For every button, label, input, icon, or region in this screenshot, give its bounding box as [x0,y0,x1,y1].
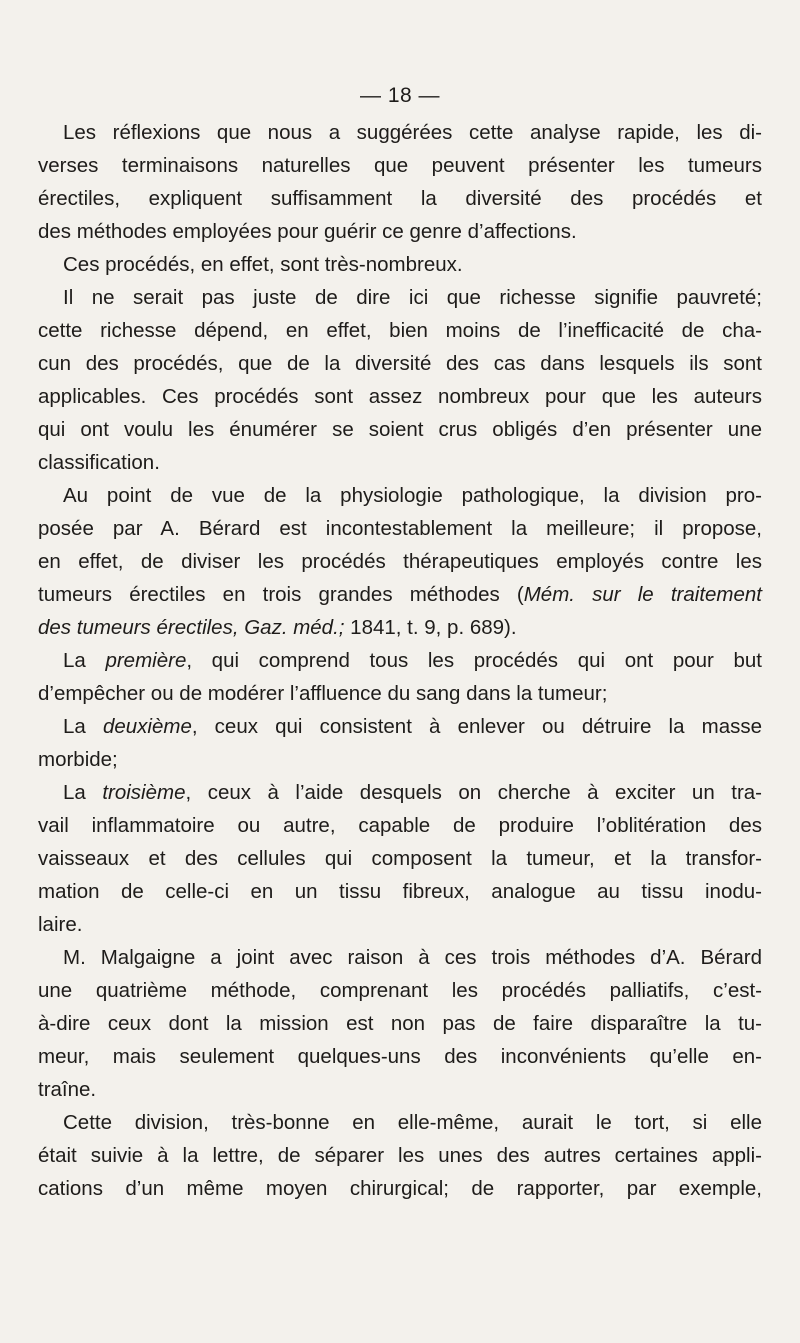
text-segment: cette richesse dépend, en effet, bien moins de l’inefficacité de cha- [38,319,762,342]
text-line [38,941,762,974]
text-line [38,479,762,512]
text-line [38,1040,762,1073]
text-segment: Cette division, très-bonne en elle-même, aurait le tort, si elle [63,1111,762,1134]
text-line [38,611,762,644]
text-line [38,1172,762,1205]
text-line [38,446,762,479]
italic-segment: des tumeurs érectiles, Gaz. méd.; [38,616,345,639]
text-line [38,842,762,875]
text-line [38,776,762,809]
text-segment: applicables. Ces procédés sont assez nombreux pour que les auteurs [38,385,762,408]
text-segment: classification. [38,451,160,474]
text-line [38,809,762,842]
text-segment: Au point de vue de la physiologie pathologique, la division pro- [63,484,762,507]
italic-segment: troisième [102,781,186,804]
text-line [38,545,762,578]
text-segment: La [63,781,103,804]
text-segment: Les réflexions que nous a suggérées cette analyse rapide, les di- [63,121,762,144]
text-segment: traîne. [38,1078,97,1101]
text-line [38,314,762,347]
text-segment: vail inflammatoire ou autre, capable de produire l’oblitération des [38,814,762,837]
text-segment: mation de celle-ci en un tissu fibreux, analogue au tissu inodu- [38,880,762,903]
italic-segment: deuxième [102,715,192,738]
text-segment: morbide; [38,748,118,771]
text-line [38,116,762,149]
text-segment: d’empêcher ou de modérer l’affluence du sang dans la tumeur; [38,682,608,705]
text-line [38,875,762,908]
text-line [38,380,762,413]
text-line [38,1106,762,1139]
text-segment: cun des procédés, que de la diversité des cas dans lesquels ils sont [38,352,762,375]
text-segment: M. Malgaigne a joint avec raison à ces trois méthodes d’A. Bérard [63,946,762,969]
text-line [38,1073,762,1106]
text-segment: La [63,715,103,738]
text-segment: était suivie à la lettre, de séparer les unes des autres certaines appli- [38,1144,762,1167]
text-segment: cations d’un même moyen chirurgical; de rapporter, par exemple, [38,1177,762,1200]
text-segment: verses terminaisons naturelles que peuvent présenter les tumeurs [38,154,762,177]
text-segment: posée par A. Bérard est incontestablement la meilleure; il propose, [38,517,762,540]
text-line [38,677,762,710]
text-line [38,908,762,941]
text-line [38,710,762,743]
text-line [38,743,762,776]
text-line [38,512,762,545]
text-segment: Ces procédés, en effet, sont très-nombreux. [63,253,463,276]
text-segment: Il ne serait pas juste de dire ici que richesse signifie pauvreté; [63,286,762,309]
text-segment: laire. [38,913,83,936]
text-line [38,644,762,677]
text-line [38,215,762,248]
text-line [38,1007,762,1040]
text-segment: , ceux à l’aide desquels on cherche à exciter un tra- [185,781,763,804]
body-text [38,116,762,1205]
italic-segment: Mém. sur le traitement [523,583,763,606]
text-segment: qui ont voulu les énumérer se soient crus obligés d’en présenter une [38,418,762,441]
text-segment: , ceux qui consistent à enlever ou détruire la masse [191,715,763,738]
text-segment: à-dire ceux dont la mission est non pas de faire disparaître la tu- [38,1012,762,1035]
text-segment: La [63,649,106,672]
text-line [38,1139,762,1172]
text-line [38,347,762,380]
text-line [38,182,762,215]
text-line [38,281,762,314]
page-number: — 18 — [359,84,441,107]
text-line [38,974,762,1007]
text-line [38,149,762,182]
text-segment: meur, mais seulement quelques-uns des inconvénients qu’elle en- [38,1045,762,1068]
text-segment: des méthodes employées pour guérir ce genre d’affections. [38,220,577,243]
text-line [38,578,762,611]
text-segment: , qui comprend tous les procédés qui ont pour but [186,649,763,672]
text-segment: érectiles, expliquent suffisamment la diversité des procédés et [38,187,762,210]
text-segment: vaisseaux et des cellules qui composent la tumeur, et la transfor- [38,847,762,870]
text-line [38,248,762,281]
text-segment: en effet, de diviser les procédés thérapeutiques employés contre les [38,550,762,573]
text-line [38,413,762,446]
italic-segment: première [105,649,187,672]
text-segment: une quatrième méthode, comprenant les procédés palliatifs, c’est- [38,979,762,1002]
text-segment: tumeurs érectiles en trois grandes méthodes ( [38,583,524,606]
text-segment: 1841, t. 9, p. 689). [344,616,517,639]
